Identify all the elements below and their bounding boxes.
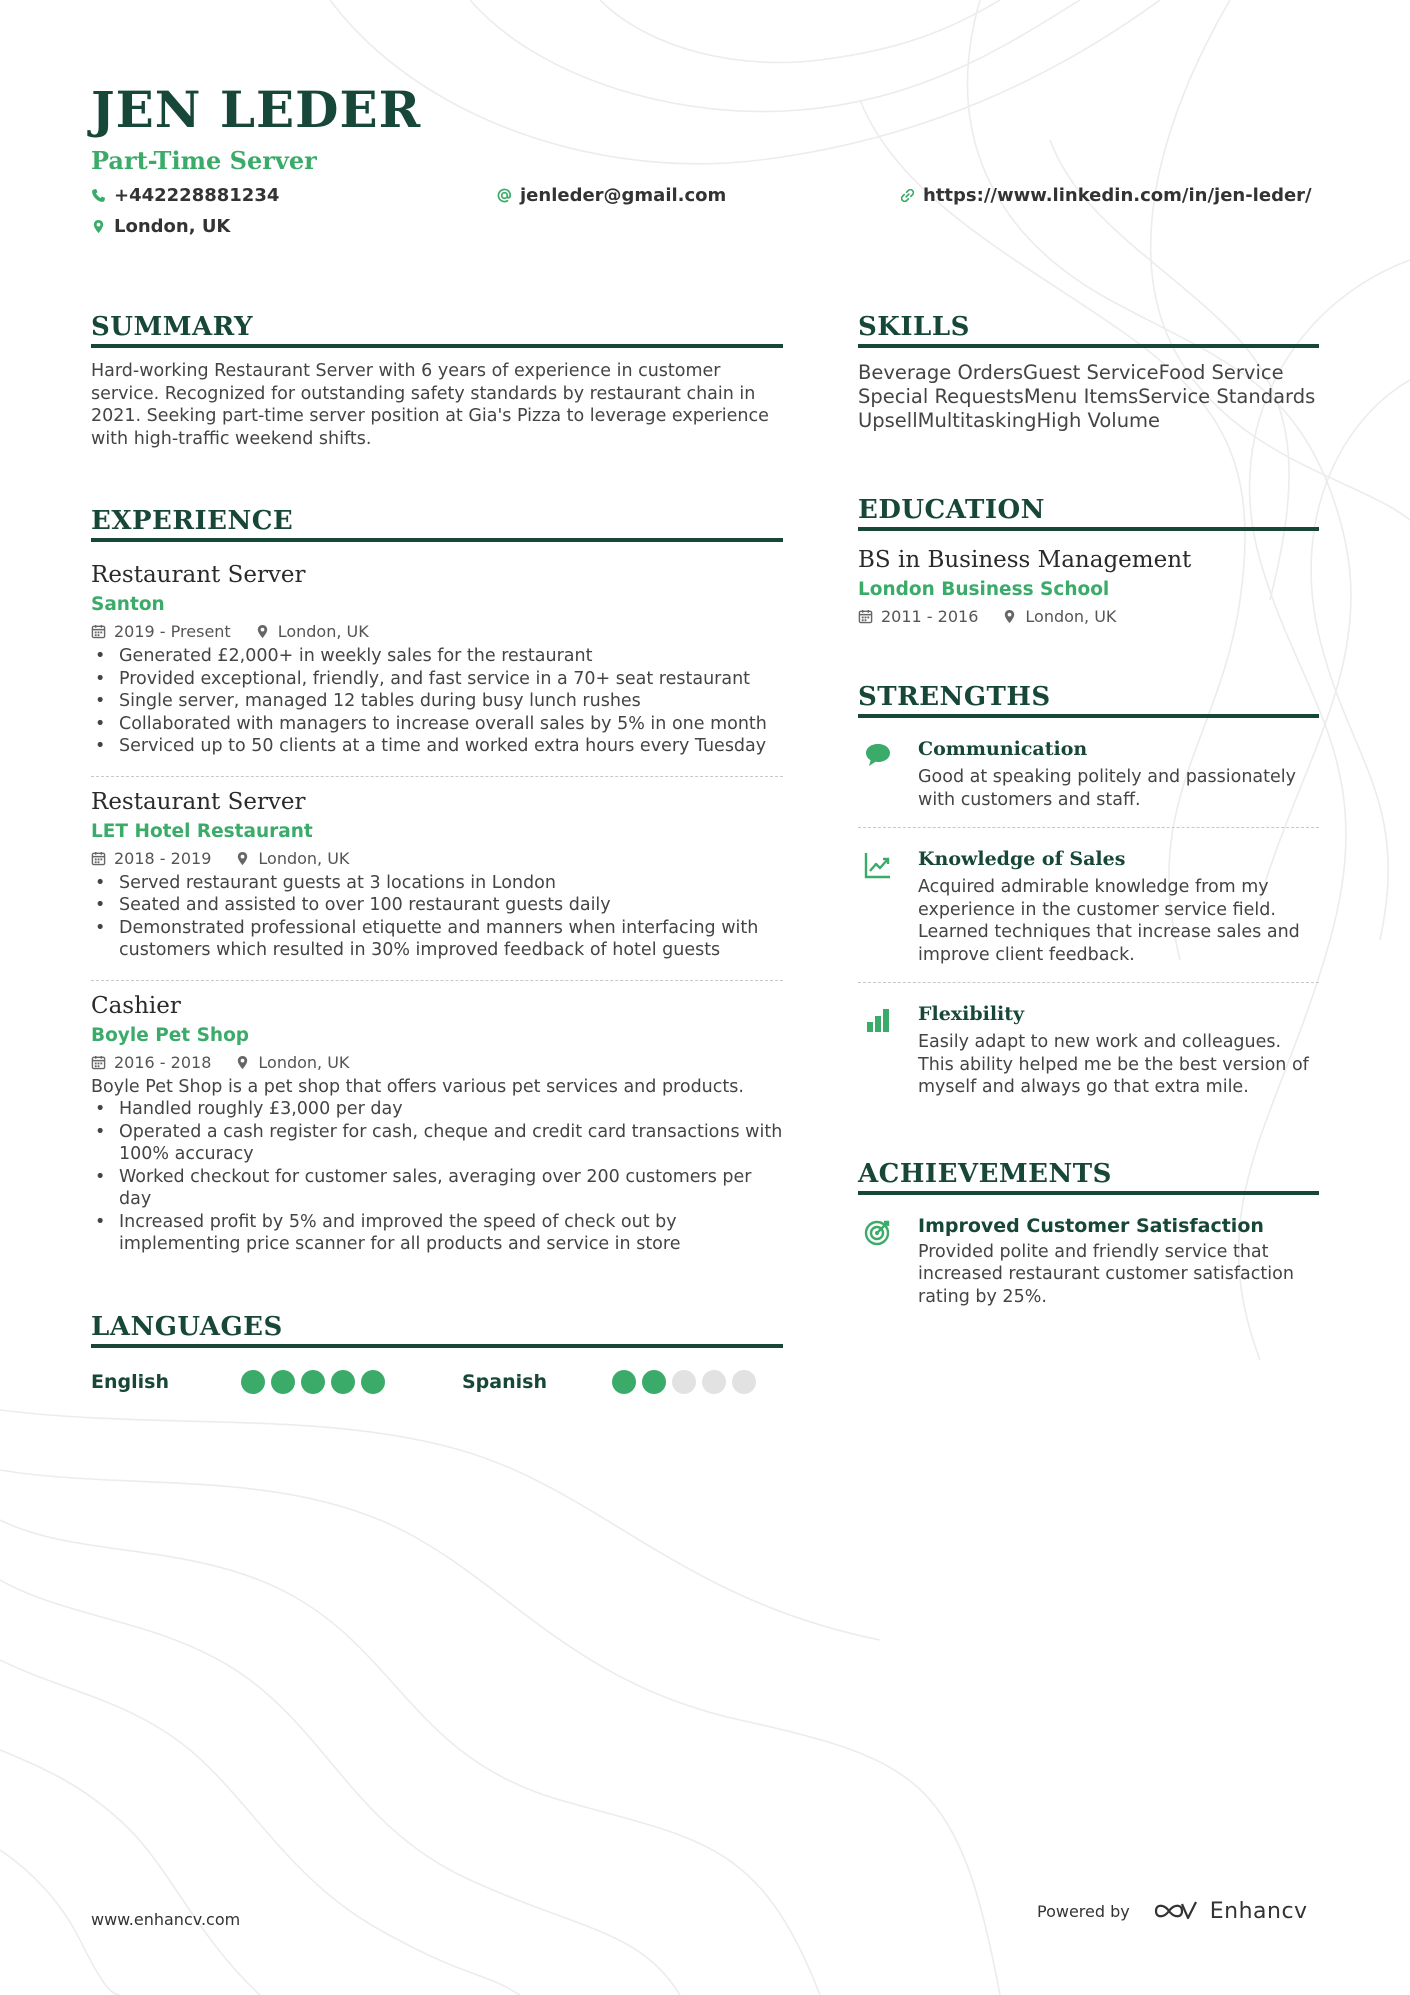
summary-text: Hard-working Restaurant Server with 6 years of experience in customer service. Recognized for outstanding safety standards by restaurant chain in 2021. Seeking part-time server position at Gia's Pizza to leverage experience with high-traffic weekend shifts. [91, 361, 769, 449]
job-role: Restaurant Server [91, 562, 306, 588]
location-pin-icon [235, 1055, 250, 1070]
skills-list [858, 361, 1319, 433]
job-bullet: • Handled roughly £3,000 per day [91, 1098, 783, 1121]
level-dot-empty [672, 1370, 696, 1394]
achievements-section [858, 1159, 1319, 1325]
level-dot-filled [361, 1370, 385, 1394]
languages-heading: LANGUAGES [91, 1312, 783, 1348]
job-bullet: • Demonstrated professional etiquette and manners when interfacing with customers which resulted in 30% improved feedback of hotel guests [91, 917, 783, 962]
level-dot-filled [612, 1370, 636, 1394]
education-dates [858, 607, 978, 626]
education-heading: EDUCATION [858, 495, 1319, 531]
level-dot-filled [271, 1370, 295, 1394]
job-dates-text: 2018 - 2019 [114, 848, 212, 868]
strength-icon-wrap [858, 848, 898, 966]
enhancv-logo-icon [1152, 1898, 1200, 1924]
achievement-icon-wrap [858, 1215, 898, 1309]
strength-item [858, 983, 1319, 1115]
job-bullet: • Serviced up to 50 clients at a time and worked extra hours every Tuesday [91, 735, 783, 758]
education-school: London Business School [858, 579, 1110, 600]
at-icon [497, 188, 512, 203]
strength-title: Knowledge of Sales [918, 848, 1126, 870]
achievement-title: Improved Customer Satisfaction [918, 1214, 1264, 1237]
job-meta [91, 622, 783, 641]
job-bullet: • Increased profit by 5% and improved the speed of check out by implementing price scanner for all products and service in store [91, 1211, 783, 1256]
job-bullet: • Single server, managed 12 tables during busy lunch rushes [91, 690, 783, 713]
right-column [858, 312, 1319, 1324]
calendar-icon [91, 851, 106, 866]
job-entry [91, 542, 783, 777]
level-dot-empty [702, 1370, 726, 1394]
contact-email[interactable] [497, 185, 726, 206]
strength-title: Communication [918, 738, 1088, 760]
languages-section [91, 1312, 783, 1394]
skills-line: Beverage OrdersGuest ServiceFood Service [858, 361, 1284, 384]
job-role: Restaurant Server [91, 788, 306, 815]
job-entry [91, 777, 783, 981]
job-location-text: London, UK [258, 848, 350, 868]
trend-up-icon [863, 850, 893, 880]
languages-row [91, 1370, 783, 1394]
skills-line: Special RequestsMenu ItemsService Standards [858, 385, 1316, 408]
job-bullets [91, 645, 783, 758]
language-name: Spanish [462, 1370, 547, 1393]
resume-name: JEN LEDER [91, 80, 422, 139]
job-bullet: • Worked checkout for customer sales, averaging over 200 customers per day [91, 1166, 783, 1211]
link-icon [900, 188, 915, 203]
speech-bubble-icon [863, 740, 893, 770]
job-location [235, 1053, 349, 1072]
calendar-icon [858, 609, 873, 624]
education-location [1002, 607, 1116, 626]
location-pin-icon [1002, 609, 1017, 624]
job-bullet: • Collaborated with managers to increase overall sales by 5% in one month [91, 713, 783, 736]
strength-item [858, 718, 1319, 828]
bar-chart-icon [863, 1005, 893, 1035]
level-dot-filled [642, 1370, 666, 1394]
job-location [255, 622, 369, 641]
strength-desc: Easily adapt to new work and colleagues. This ability helped me be the best version of myself and always go that extra mile. [918, 1032, 1309, 1097]
achievement-item [858, 1195, 1319, 1325]
contact-phone-text: +442228881234 [114, 185, 280, 206]
skills-section [858, 312, 1319, 433]
calendar-icon [91, 1055, 106, 1070]
experience-heading: EXPERIENCE [91, 506, 783, 542]
job-description: Boyle Pet Shop is a pet shop that offers various pet services and products. [91, 1076, 744, 1097]
job-dates-text: 2016 - 2018 [114, 1052, 212, 1072]
strength-item [858, 828, 1319, 983]
brand-name: Enhancv [1209, 1898, 1308, 1924]
language-level [241, 1370, 412, 1394]
strength-desc: Good at speaking politely and passionately with customers and staff. [918, 767, 1297, 810]
job-dates-text: 2019 - Present [114, 622, 231, 641]
education-dates-text: 2011 - 2016 [881, 607, 979, 626]
job-location [235, 849, 349, 868]
job-bullet: • Generated £2,000+ in weekly sales for the restaurant [91, 645, 783, 668]
left-column [91, 312, 783, 1394]
footer-website[interactable]: www.enhancv.com [91, 1910, 241, 1929]
target-icon [863, 1217, 893, 1247]
level-dot-filled [301, 1370, 325, 1394]
job-bullet: • Operated a cash register for cash, cheque and credit card transactions with 100% accuracy [91, 1121, 783, 1166]
contact-linkedin-text: https://www.linkedin.com/in/jen-leder/ [923, 185, 1312, 206]
job-company: Santon [91, 594, 165, 615]
level-dot-filled [331, 1370, 355, 1394]
language-name: English [91, 1370, 169, 1393]
strengths-section [858, 682, 1319, 1115]
strength-title: Flexibility [918, 1003, 1025, 1025]
level-dot-filled [241, 1370, 265, 1394]
resume-title: Part-Time Server [91, 146, 317, 175]
education-location-text: London, UK [1025, 607, 1117, 626]
contact-location-text: London, UK [114, 216, 231, 237]
footer-branding [1037, 1898, 1308, 1924]
job-company: LET Hotel Restaurant [91, 820, 313, 842]
job-company: Boyle Pet Shop [91, 1024, 250, 1046]
job-role: Cashier [91, 992, 181, 1019]
job-entry [91, 981, 783, 1274]
phone-icon [91, 188, 106, 203]
job-bullet: • Provided exceptional, friendly, and fast service in a 70+ seat restaurant [91, 668, 783, 691]
level-dot-empty [732, 1370, 756, 1394]
skills-heading: SKILLS [858, 312, 1319, 348]
strength-icon-wrap [858, 738, 898, 811]
strength-icon-wrap [858, 1003, 898, 1099]
job-bullets [91, 872, 783, 962]
contact-email-text: jenleder@gmail.com [520, 185, 727, 206]
location-pin-icon [91, 219, 106, 234]
powered-by-label: Powered by [1037, 1901, 1130, 1921]
job-dates [91, 622, 231, 641]
skills-line: UpsellMultitaskingHigh Volume [858, 409, 1161, 432]
location-pin-icon [255, 624, 270, 639]
job-bullets [91, 1098, 783, 1256]
job-meta [91, 1053, 783, 1072]
education-degree: BS in Business Management [858, 547, 1192, 573]
experience-section [91, 506, 783, 1274]
job-meta [91, 849, 783, 868]
contact-phone[interactable] [91, 185, 279, 206]
summary-section [91, 312, 783, 450]
summary-heading: SUMMARY [91, 312, 783, 348]
job-dates [91, 1053, 211, 1072]
contact-location [91, 216, 230, 237]
job-location-text: London, UK [258, 1052, 350, 1072]
strength-desc: Acquired admirable knowledge from my experience in the customer service field. Learned techniques that increase sales and improve client feedback. [918, 877, 1300, 965]
achievements-heading: ACHIEVEMENTS [858, 1159, 1319, 1195]
language-level [612, 1370, 783, 1394]
job-bullet: • Served restaurant guests at 3 locations in London [91, 872, 783, 895]
education-section [858, 495, 1319, 626]
education-meta [858, 607, 1319, 626]
contact-linkedin[interactable] [900, 185, 1312, 206]
location-pin-icon [235, 851, 250, 866]
strengths-heading: STRENGTHS [858, 682, 1319, 718]
enhancv-logo[interactable] [1152, 1898, 1308, 1924]
calendar-icon [91, 624, 106, 639]
job-location-text: London, UK [277, 622, 369, 641]
achievement-desc: Provided polite and friendly service that increased restaurant customer satisfaction rating by 25%. [918, 1241, 1294, 1307]
job-bullet: • Seated and assisted to over 100 restaurant guests daily [91, 894, 783, 917]
job-dates [91, 849, 211, 868]
